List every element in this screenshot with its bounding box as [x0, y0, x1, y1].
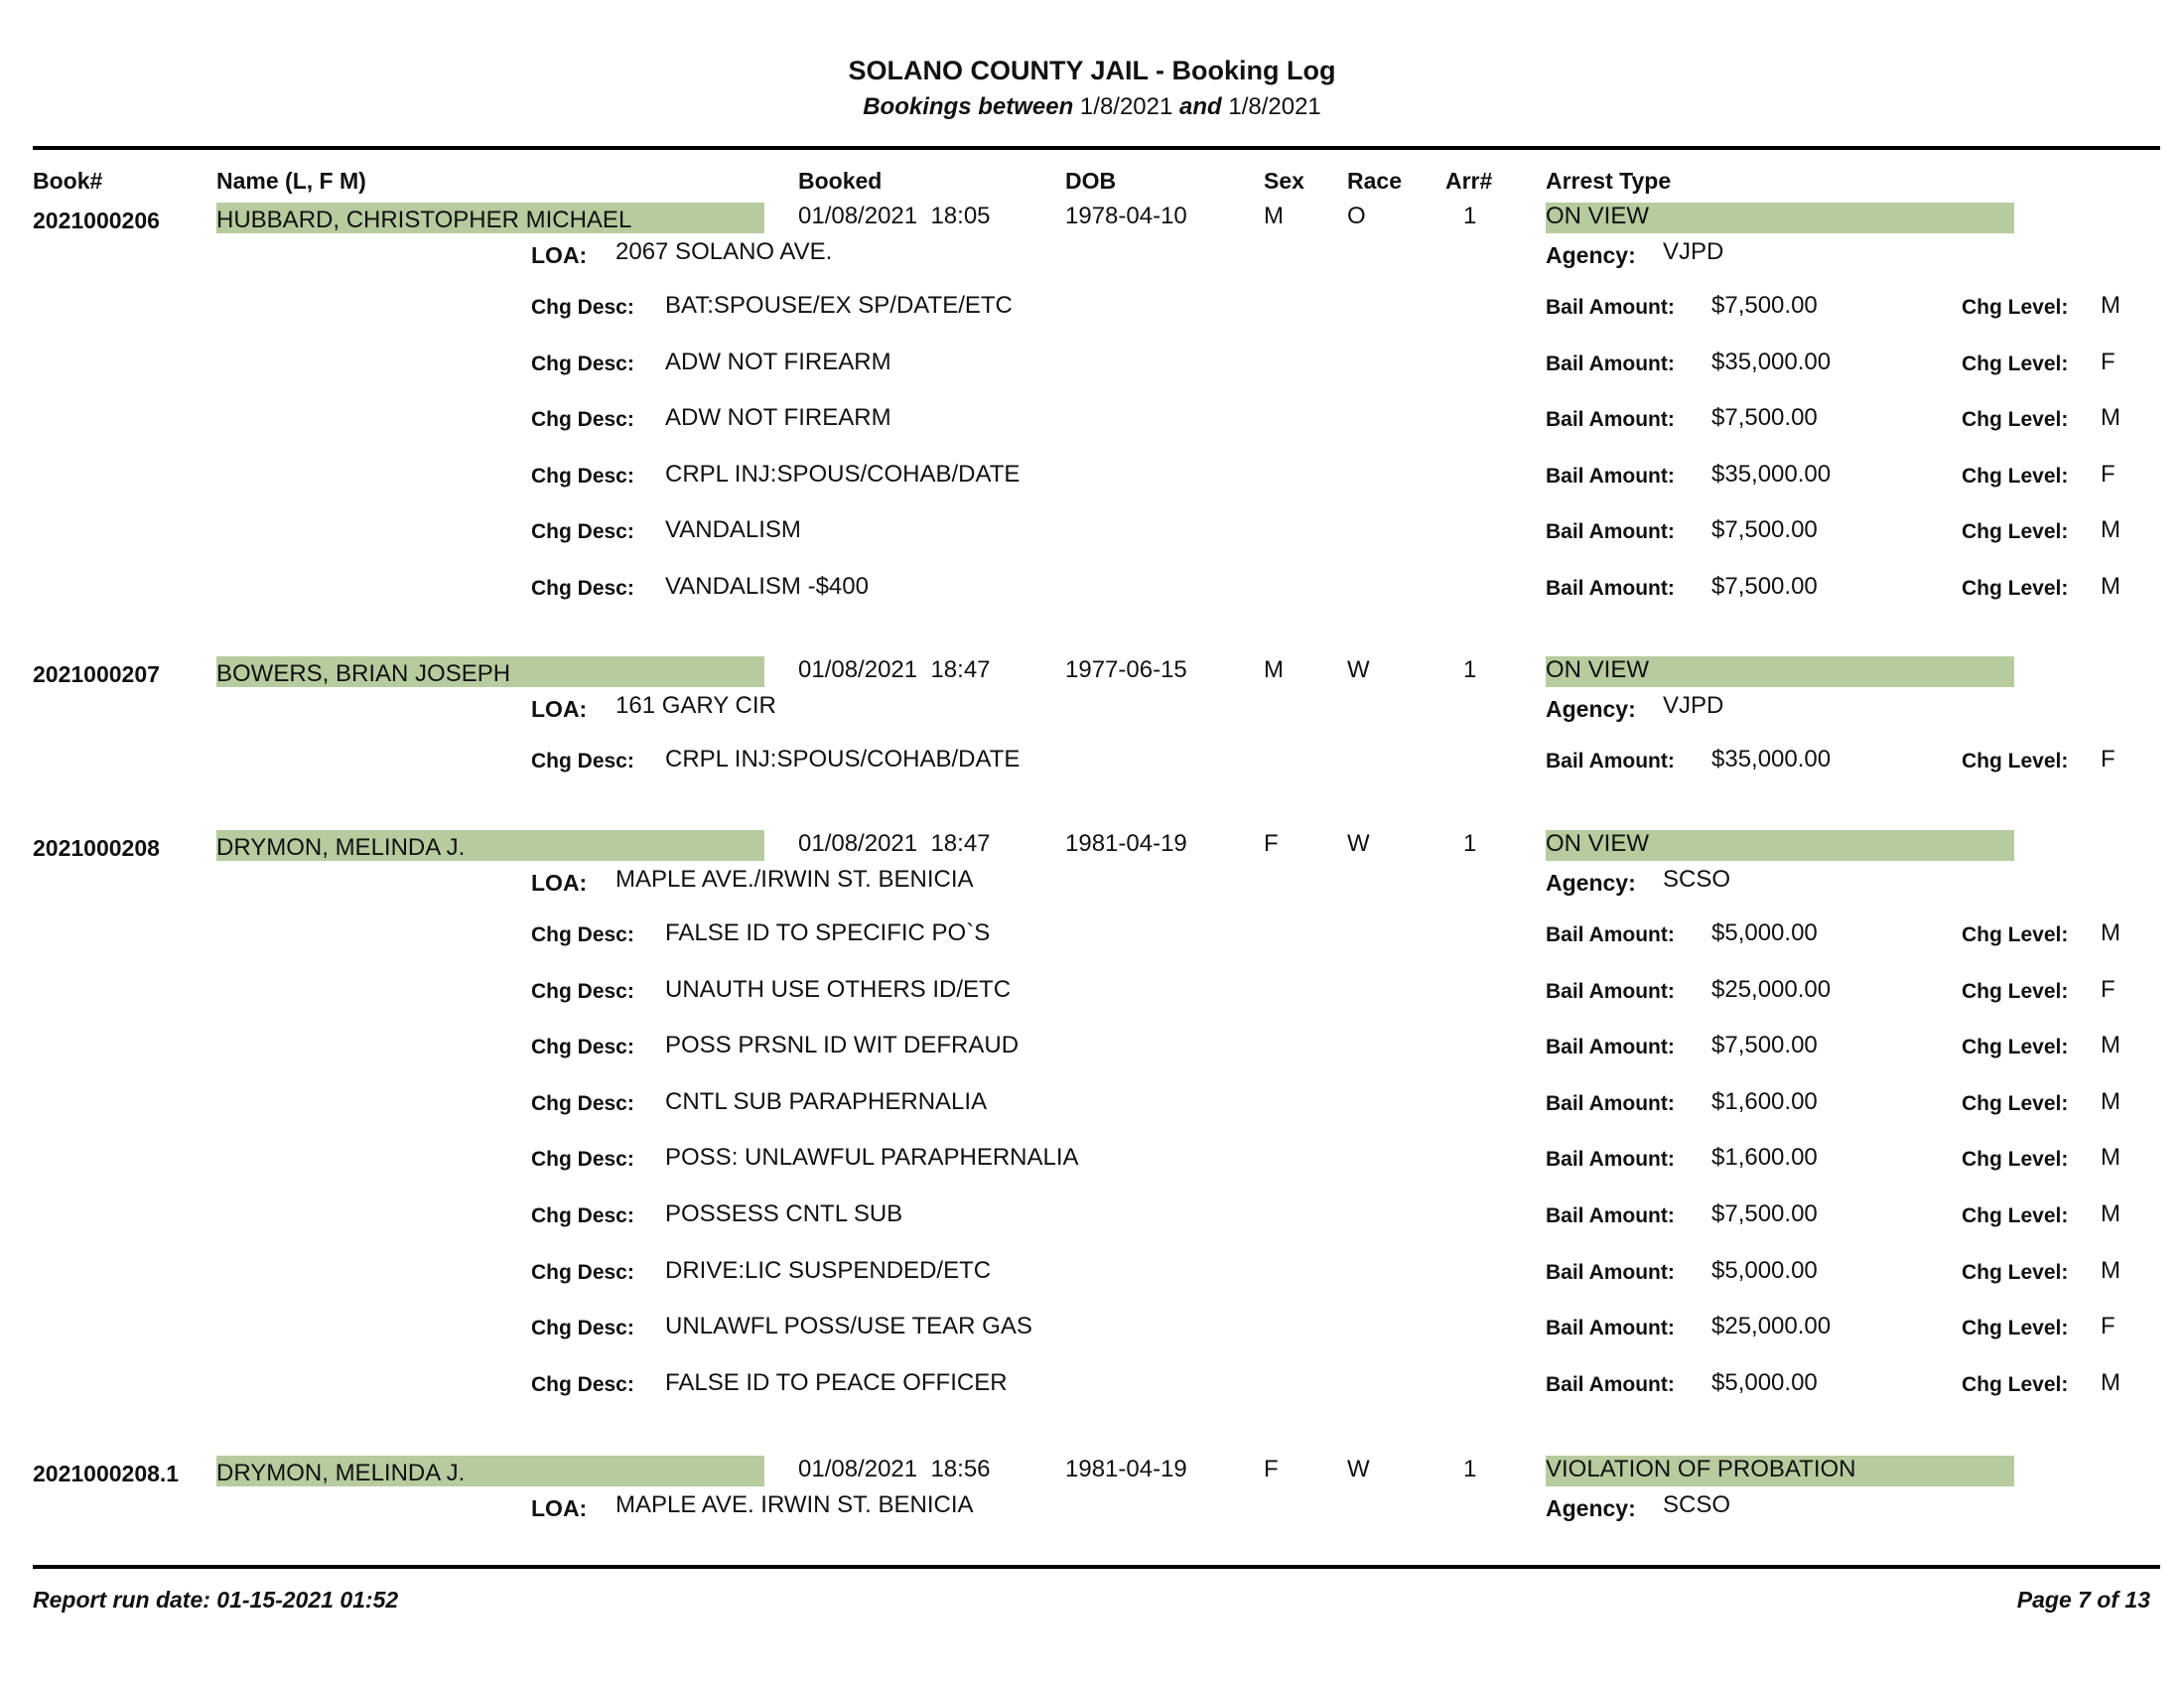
charge-description: VANDALISM -$400 [665, 573, 869, 600]
page-number: Page 7 of 13 [2016, 1587, 2150, 1613]
date-of-birth: 1981-04-19 [1065, 1456, 1187, 1482]
arrest-type: VIOLATION OF PROBATION [1546, 1456, 1856, 1482]
booking-number: 2021000208 [33, 835, 160, 861]
race-value: W [1347, 656, 1370, 683]
charge-level: M [2101, 919, 2120, 946]
bail-amount-label: Bail Amount: [1546, 1091, 1675, 1115]
report-run-date: Report run date: 01-15-2021 01:52 [33, 1587, 399, 1613]
sex-value: F [1264, 830, 1279, 857]
header-rule [33, 146, 2160, 150]
subtitle-prefix: Bookings between [863, 93, 1074, 120]
charge-description: VANDALISM [665, 516, 801, 544]
charge-description: CRPL INJ:SPOUS/COHAB/DATE [665, 460, 1021, 488]
charge-desc-label: Chg Desc: [531, 750, 634, 773]
bail-amount: $7,500.00 [1711, 1200, 1818, 1227]
charge-description: BAT:SPOUSE/EX SP/DATE/ETC [665, 292, 1013, 319]
sex-value: M [1264, 203, 1284, 229]
inmate-name: DRYMON, MELINDA J. [216, 1460, 466, 1486]
bail-amount-label: Bail Amount: [1546, 1148, 1675, 1172]
subtitle-end-date: 1/8/2021 [1228, 93, 1321, 120]
charge-level: M [2101, 573, 2120, 600]
charge-level: M [2101, 1368, 2120, 1396]
booked-datetime: 01/08/2021 18:05 [798, 203, 991, 229]
charge-desc-label: Chg Desc: [531, 1372, 634, 1396]
booked-datetime: 01/08/2021 18:47 [798, 830, 991, 857]
bail-amount: $5,000.00 [1711, 919, 1818, 946]
agency-value: VJPD [1663, 692, 1724, 719]
bail-amount: $7,500.00 [1711, 1032, 1818, 1059]
bail-amount-label: Bail Amount: [1546, 1036, 1675, 1059]
charge-desc-label: Chg Desc: [531, 296, 634, 319]
charge-level: F [2101, 348, 2116, 375]
charge-level: F [2101, 1313, 2116, 1340]
report-title: SOLANO COUNTY JAIL - Booking Log [848, 56, 1336, 85]
charge-description: FALSE ID TO PEACE OFFICER [665, 1368, 1008, 1396]
race-value: W [1347, 1456, 1370, 1482]
charge-desc-label: Chg Desc: [531, 1260, 634, 1284]
arrest-type: ON VIEW [1546, 203, 1650, 229]
inmate-name: HUBBARD, CHRISTOPHER MICHAEL [216, 207, 632, 233]
charge-level-label: Chg Level: [1962, 1204, 2069, 1227]
charge-level: M [2101, 1032, 2120, 1059]
bail-amount-label: Bail Amount: [1546, 750, 1675, 773]
charge-level-label: Chg Level: [1962, 1372, 2069, 1396]
bail-amount-label: Bail Amount: [1546, 352, 1675, 375]
race-value: W [1347, 830, 1370, 857]
charge-desc-label: Chg Desc: [531, 1036, 634, 1059]
charge-desc-label: Chg Desc: [531, 923, 634, 946]
charge-description: CNTL SUB PARAPHERNALIA [665, 1087, 988, 1115]
bail-amount-label: Bail Amount: [1546, 520, 1675, 544]
charge-level-label: Chg Level: [1962, 296, 2069, 319]
charge-level-label: Chg Level: [1962, 1260, 2069, 1284]
charge-description: ADW NOT FIREARM [665, 348, 891, 375]
arrest-number: 1 [1463, 830, 1477, 857]
charge-description: CRPL INJ:SPOUS/COHAB/DATE [665, 746, 1021, 773]
charge-desc-label: Chg Desc: [531, 1091, 634, 1115]
charge-level-label: Chg Level: [1962, 1091, 2069, 1115]
bail-amount-label: Bail Amount: [1546, 1317, 1675, 1340]
charge-level: M [2101, 404, 2120, 432]
charge-description: ADW NOT FIREARM [665, 404, 891, 432]
loa-label: LOA: [531, 870, 588, 896]
bail-amount-label: Bail Amount: [1546, 296, 1675, 319]
charge-level: M [2101, 1200, 2120, 1227]
charge-description: UNAUTH USE OTHERS ID/ETC [665, 975, 1012, 1003]
col-header-race: Race [1347, 168, 1402, 194]
col-header-book: Book# [33, 168, 103, 194]
inmate-name: BOWERS, BRIAN JOSEPH [216, 660, 511, 687]
arrest-type: ON VIEW [1546, 830, 1650, 857]
charge-level: M [2101, 292, 2120, 319]
bail-amount: $7,500.00 [1711, 573, 1818, 600]
bail-amount-label: Bail Amount: [1546, 408, 1675, 432]
charge-desc-label: Chg Desc: [531, 520, 634, 544]
charge-desc-label: Chg Desc: [531, 408, 634, 432]
footer-rule [33, 1565, 2160, 1569]
charge-level-label: Chg Level: [1962, 979, 2069, 1003]
loa-label: LOA: [531, 696, 588, 722]
col-header-arr: Arr# [1445, 168, 1493, 194]
bail-amount: $5,000.00 [1711, 1368, 1818, 1396]
sex-value: M [1264, 656, 1284, 683]
race-value: O [1347, 203, 1366, 229]
charge-level-label: Chg Level: [1962, 352, 2069, 375]
bail-amount: $1,600.00 [1711, 1144, 1818, 1172]
charge-level: F [2101, 460, 2116, 488]
charge-level: M [2101, 516, 2120, 544]
charge-level: F [2101, 746, 2116, 773]
booked-datetime: 01/08/2021 18:56 [798, 1456, 991, 1482]
agency-value: VJPD [1663, 238, 1724, 265]
charge-level-label: Chg Level: [1962, 577, 2069, 600]
bail-amount-label: Bail Amount: [1546, 923, 1675, 946]
charge-desc-label: Chg Desc: [531, 1204, 634, 1227]
bail-amount: $25,000.00 [1711, 975, 1832, 1003]
charge-level-label: Chg Level: [1962, 1036, 2069, 1059]
bail-amount: $35,000.00 [1711, 460, 1832, 488]
col-header-sex: Sex [1264, 168, 1304, 194]
charge-level: M [2101, 1256, 2120, 1284]
charge-description: POSS: UNLAWFUL PARAPHERNALIA [665, 1144, 1079, 1172]
bail-amount: $7,500.00 [1711, 292, 1818, 319]
agency-value: SCSO [1663, 866, 1731, 893]
inmate-name: DRYMON, MELINDA J. [216, 834, 466, 861]
agency-value: SCSO [1663, 1491, 1731, 1518]
charge-description: POSS PRSNL ID WIT DEFRAUD [665, 1032, 1020, 1059]
bail-amount-label: Bail Amount: [1546, 464, 1675, 488]
charge-level-label: Chg Level: [1962, 1317, 2069, 1340]
loa-value: MAPLE AVE. IRWIN ST. BENICIA [615, 1491, 974, 1518]
arrest-type: ON VIEW [1546, 656, 1650, 683]
bail-amount: $7,500.00 [1711, 404, 1818, 432]
charge-desc-label: Chg Desc: [531, 1317, 634, 1340]
charge-desc-label: Chg Desc: [531, 1148, 634, 1172]
loa-value: 2067 SOLANO AVE. [615, 238, 833, 265]
bail-amount: $35,000.00 [1711, 746, 1832, 773]
subtitle-and: and [1179, 93, 1222, 120]
subtitle-start-date: 1/8/2021 [1079, 93, 1173, 120]
agency-label: Agency: [1546, 870, 1636, 896]
loa-value: MAPLE AVE./IRWIN ST. BENICIA [615, 866, 974, 893]
bail-amount: $7,500.00 [1711, 516, 1818, 544]
loa-value: 161 GARY CIR [615, 692, 776, 719]
bail-amount-label: Bail Amount: [1546, 1372, 1675, 1396]
charge-level: F [2101, 975, 2116, 1003]
booked-datetime: 01/08/2021 18:47 [798, 656, 991, 683]
col-header-booked: Booked [798, 168, 883, 194]
agency-label: Agency: [1546, 242, 1636, 268]
bail-amount: $1,600.00 [1711, 1087, 1818, 1115]
arrest-number: 1 [1463, 203, 1477, 229]
date-of-birth: 1981-04-19 [1065, 830, 1187, 857]
booking-number: 2021000207 [33, 661, 160, 687]
charge-desc-label: Chg Desc: [531, 464, 634, 488]
charge-level: M [2101, 1087, 2120, 1115]
charge-level-label: Chg Level: [1962, 923, 2069, 946]
arrest-number: 1 [1463, 656, 1477, 683]
booking-number: 2021000206 [33, 208, 160, 233]
charge-description: UNLAWFL POSS/USE TEAR GAS [665, 1313, 1032, 1340]
charge-level-label: Chg Level: [1962, 464, 2069, 488]
charge-desc-label: Chg Desc: [531, 577, 634, 600]
col-header-dob: DOB [1065, 168, 1117, 194]
charge-level: M [2101, 1144, 2120, 1172]
charge-description: FALSE ID TO SPECIFIC PO`S [665, 919, 991, 946]
bail-amount: $25,000.00 [1711, 1313, 1832, 1340]
charge-desc-label: Chg Desc: [531, 979, 634, 1003]
date-of-birth: 1977-06-15 [1065, 656, 1187, 683]
col-header-name: Name (L, F M) [216, 168, 366, 194]
booking-number: 2021000208.1 [33, 1461, 180, 1486]
charge-description: POSSESS CNTL SUB [665, 1200, 903, 1227]
charge-level-label: Chg Level: [1962, 520, 2069, 544]
agency-label: Agency: [1546, 696, 1636, 722]
charge-description: DRIVE:LIC SUSPENDED/ETC [665, 1256, 992, 1284]
charge-desc-label: Chg Desc: [531, 352, 634, 375]
bail-amount-label: Bail Amount: [1546, 1260, 1675, 1284]
charge-level-label: Chg Level: [1962, 750, 2069, 773]
date-of-birth: 1978-04-10 [1065, 203, 1187, 229]
bail-amount-label: Bail Amount: [1546, 1204, 1675, 1227]
sex-value: F [1264, 1456, 1279, 1482]
charge-level-label: Chg Level: [1962, 1148, 2069, 1172]
bail-amount-label: Bail Amount: [1546, 577, 1675, 600]
col-header-arrest-type: Arrest Type [1546, 168, 1672, 194]
bail-amount: $5,000.00 [1711, 1256, 1818, 1284]
agency-label: Agency: [1546, 1495, 1636, 1521]
charge-level-label: Chg Level: [1962, 408, 2069, 432]
loa-label: LOA: [531, 242, 588, 268]
bail-amount-label: Bail Amount: [1546, 979, 1675, 1003]
bail-amount: $35,000.00 [1711, 348, 1832, 375]
report-subtitle [0, 93, 2184, 121]
loa-label: LOA: [531, 1495, 588, 1521]
arrest-number: 1 [1463, 1456, 1477, 1482]
